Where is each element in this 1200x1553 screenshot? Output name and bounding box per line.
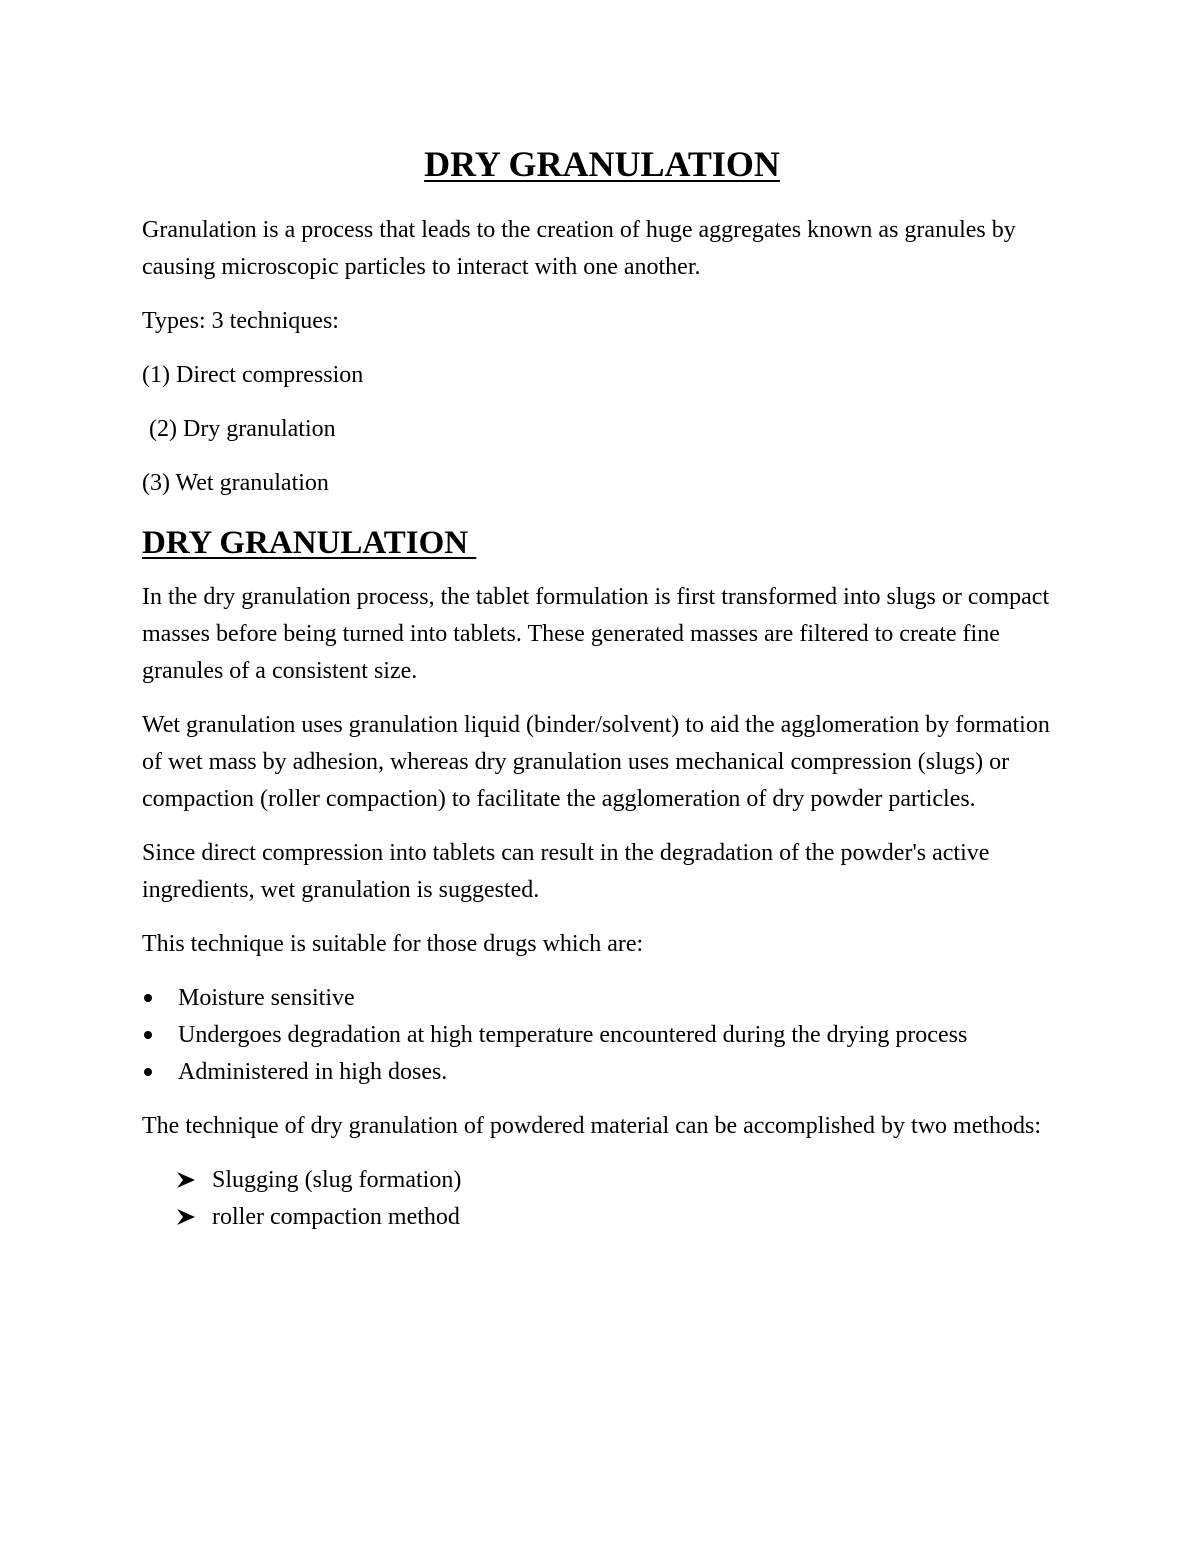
list-item-text: Administered in high doses. xyxy=(178,1059,448,1085)
bullet-icon xyxy=(144,1068,152,1076)
technique-item: (3) Wet granulation xyxy=(142,470,329,496)
document-title: DRY GRANULATION xyxy=(424,144,780,184)
body-paragraph: This technique is suitable for those drugs which are: xyxy=(142,931,644,957)
list-item-text: Undergoes degradation at high temperature encountered during the drying process xyxy=(178,1022,968,1048)
technique-item: (1) Direct compression xyxy=(142,362,364,388)
document-page xyxy=(142,140,1062,1236)
bullet-icon xyxy=(144,994,152,1002)
body-paragraph: In the dry granulation process, the tablet formulation is first transformed into slugs or compact masses before being turned into tablets. These generated masses are filtered to create fine granules of a consistent size. xyxy=(142,584,1050,684)
methods-list xyxy=(142,1162,1062,1236)
methods-intro: The technique of dry granulation of powdered material can be accomplished by two methods: xyxy=(142,1113,1042,1139)
types-label: Types: 3 techniques: xyxy=(142,308,339,334)
list-item xyxy=(176,1199,1062,1236)
arrow-bullet-icon xyxy=(176,1208,196,1226)
technique-item: (2) Dry granulation xyxy=(149,416,336,442)
list-item xyxy=(176,1162,1062,1199)
list-item xyxy=(142,980,1062,1017)
suitable-drugs-list xyxy=(142,980,1062,1091)
list-item-text: roller compaction method xyxy=(212,1204,460,1230)
body-paragraph: Since direct compression into tablets can result in the degradation of the powder's active ingredients, wet granulation is suggested. xyxy=(142,840,990,903)
list-item xyxy=(142,1017,1062,1054)
list-item xyxy=(142,1054,1062,1091)
section-heading: DRY GRANULATION xyxy=(142,525,477,561)
list-item-text: Moisture sensitive xyxy=(178,985,355,1011)
list-item-text: Slugging (slug formation) xyxy=(212,1167,462,1193)
bullet-icon xyxy=(144,1031,152,1039)
body-paragraph: Wet granulation uses granulation liquid (binder/solvent) to aid the agglomeration by formation of wet mass by adhesion, whereas dry granulation uses mechanical compression (slugs) or compaction (roller compaction) to facilitate the agglomeration of dry powder particles. xyxy=(142,712,1050,812)
intro-paragraph: Granulation is a process that leads to the creation of huge aggregates known as granules by causing microscopic particles to interact with one another. xyxy=(142,217,1016,280)
arrow-bullet-icon xyxy=(176,1171,196,1189)
